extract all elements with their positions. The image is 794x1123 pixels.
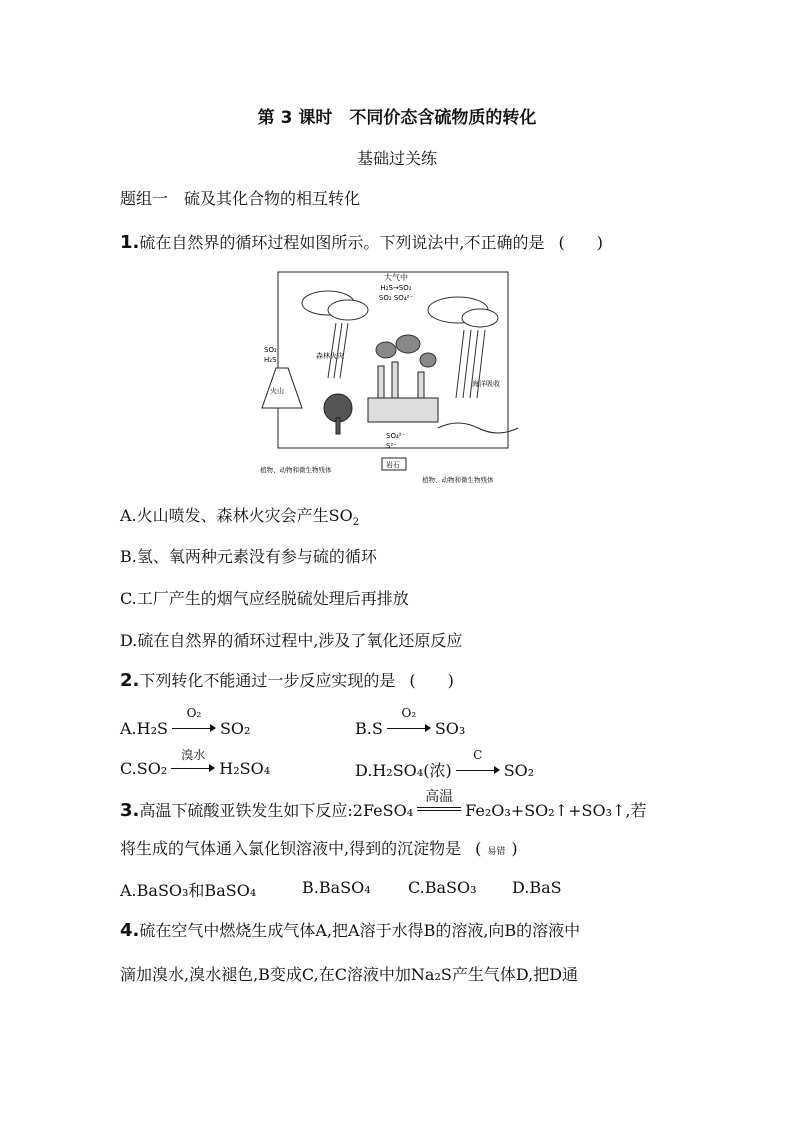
question-3-line2: 将生成的气体通入氯化钡溶液中,得到的沉淀物是 ( 易错 )	[120, 839, 518, 858]
figure-label-forest-fire: 森林火灾	[316, 352, 344, 360]
option-1c: C.工厂产生的烟气应经脱硫处理后再排放	[120, 589, 409, 608]
option-3b: B.BaSO₄	[302, 878, 371, 897]
figure-label-h2s-so2: H₂S→SO₂	[380, 284, 412, 292]
sulfur-cycle-figure	[258, 268, 534, 488]
figure-label-so2: SO₂	[264, 346, 277, 354]
figure-label-s2: S²⁻	[386, 442, 397, 450]
option-3c: C.BaSO₃	[408, 878, 477, 897]
figure-label-so4: SO₄²⁻	[386, 432, 406, 440]
answer-blank: ( )	[409, 671, 454, 690]
option-2a: A.H₂S O₂ SO₂	[120, 706, 251, 738]
question-stem: 下列转化不能通过一步反应实现的是	[139, 671, 396, 690]
option-3a: A.BaSO₃和BaSO₄	[120, 881, 257, 900]
figure-label-rock: 岩石	[386, 461, 400, 469]
page-title: 第 3 课时 不同价态含硫物质的转化	[257, 108, 537, 128]
section-subtitle: 基础过关练	[356, 149, 437, 168]
question-number: 4.	[120, 920, 140, 941]
question-number: 2.	[120, 670, 140, 691]
figure-label-volcano: 火山	[270, 387, 284, 395]
question-1	[120, 230, 603, 253]
tag-error-prone: 易错	[487, 847, 506, 857]
answer-blank: ( )	[558, 233, 603, 252]
option-1d: D.硫在自然界的循环过程中,涉及了氧化还原反应	[120, 631, 463, 650]
option-2b: B.S O₂ SO₃	[355, 706, 466, 738]
question-3: 3.高温下硫酸亚铁发生如下反应:2FeSO₄ 高温 Fe₂O₃+SO₂↑+SO₃↑,若	[120, 789, 647, 821]
option-3d: D.BaS	[512, 878, 562, 897]
option-1a: A.火山喷发、森林火灾会产生$SO_2$	[120, 506, 360, 529]
question-2	[120, 668, 454, 691]
figure-label-atmosphere: 大气中	[384, 273, 408, 282]
option-2d: D.H₂SO₄(浓) C SO₂	[355, 748, 535, 780]
question-4-line2: 滴加溴水,溴水褪色,B变成C,在C溶液中加Na₂S产生气体D,把D通	[120, 965, 579, 984]
question-number: 3.	[120, 800, 140, 821]
figure-label-right-residue: 植物、动物和微生物残体	[422, 476, 494, 484]
figure-label-left-residue: 植物、动物和微生物残体	[260, 466, 332, 474]
question-stem: 硫在自然界的循环过程如图所示。下列说法中,不正确的是	[139, 233, 545, 252]
question-4: 4.硫在空气中燃烧生成气体A,把A溶于水得B的溶液,向B的溶液中	[120, 920, 581, 941]
figure-label-so2-so4: SO₂ SO₄²⁻	[378, 294, 414, 302]
question-number: 1.	[120, 232, 140, 253]
figure-label-ocean: 海洋吸收	[472, 380, 500, 388]
figure-label-h2s: H₂S	[264, 356, 277, 364]
group-heading: 题组一 硫及其化合物的相互转化	[120, 189, 361, 208]
option-2c: C.SO₂ 溴水 H₂SO₄	[120, 748, 271, 778]
option-1b: B.氢、氧两种元素没有参与硫的循环	[120, 547, 377, 566]
